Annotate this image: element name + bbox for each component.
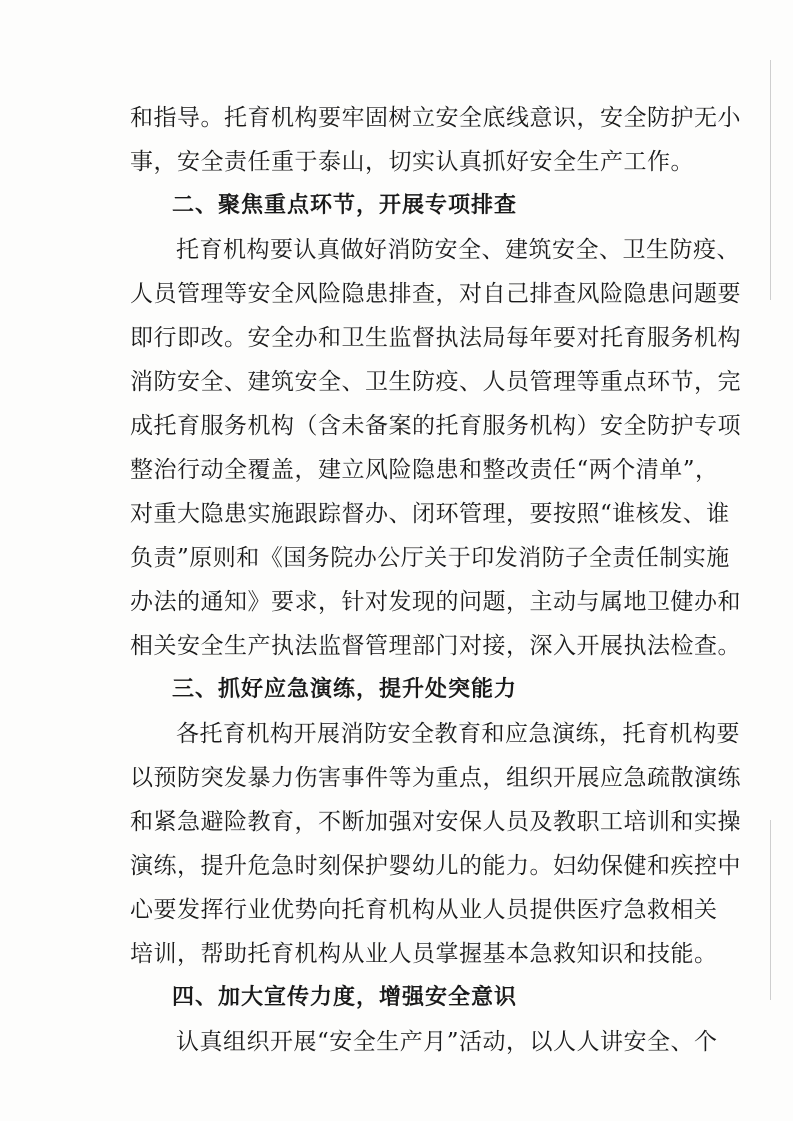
paragraph-continuation [130, 96, 741, 184]
scan-artifact-line [770, 820, 771, 1000]
text-line: 和指导。托育机构要牢固树立安全底线意识，安全防护无小 [130, 105, 741, 131]
text-line: 相关安全生产执法监督管理部门对接，深入开展执法检查。 [130, 633, 741, 659]
text-line: 认真组织开展“安全生产月”活动，以人人讲安全、个 [176, 1029, 718, 1055]
text-line: 即行即改。安全办和卫生监督执法局每年要对托育服务机构 [130, 325, 741, 351]
text-line: 托育机构要认真做好消防安全、建筑安全、卫生防疫、 [176, 237, 740, 263]
text-line: 各托育机构开展消防安全教育和应急演练，托育机构要 [176, 721, 740, 747]
section-heading-4: 四、加大宣传力度，增强安全意识 [172, 985, 518, 1010]
section-heading-3: 三、抓好应急演练，提升处突能力 [172, 677, 518, 702]
text-line: 消防安全、建筑安全、卫生防疫、人员管理等重点环节，完 [130, 369, 741, 395]
text-line: 成托育服务机构（含未备案的托育服务机构）安全防护专项 [130, 413, 741, 439]
paragraph-section-3 [130, 712, 741, 976]
text-line: 培训，帮助托育机构从业人员掌握基本急救知识和技能。 [130, 941, 718, 967]
text-line: 事，安全责任重于泰山，切实认真抓好安全生产工作。 [130, 149, 694, 175]
paragraph-section-4 [130, 1020, 718, 1064]
text-line: 对重大隐患实施跟踪督办、闭环管理，要按照“谁核发、谁 [130, 501, 730, 527]
text-line: 和紧急避险教育，不断加强对安保人员及教职工培训和实操 [130, 809, 741, 835]
text-line: 人员管理等安全风险隐患排查，对自己排查风险隐患问题要 [130, 281, 741, 307]
document-page [130, 96, 741, 1064]
text-line: 整治行动全覆盖，建立风险隐患和整改责任“两个清单”， [130, 457, 719, 483]
text-line: 以预防突发暴力伤害事件等为重点，组织开展应急疏散演练 [130, 765, 741, 791]
text-line: 心要发挥行业优势向托育机构从业人员提供医疗急救相关 [130, 897, 718, 923]
text-line: 演练，提升危急时刻保护婴幼儿的能力。妇幼保健和疾控中 [130, 853, 741, 879]
text-line: 负责”原则和《国务院办公厅关于印发消防子全责任制实施 [130, 545, 730, 571]
text-line: 办法的通知》要求，针对发现的问题，主动与属地卫健办和 [130, 589, 741, 615]
paragraph-section-2 [130, 228, 741, 668]
scan-artifact-line [770, 60, 771, 300]
section-heading-2: 二、聚焦重点环节，开展专项排查 [172, 193, 518, 218]
